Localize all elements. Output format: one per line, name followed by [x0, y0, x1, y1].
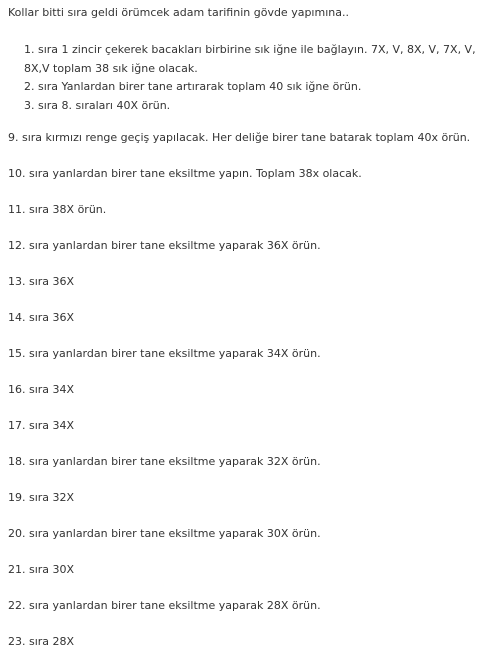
step-item: 2. sıra Yanlardan birer tane artırarak toplam 40 sık iğne örün. [24, 80, 362, 93]
row-text: 12. sıra yanlardan birer tane eksiltme yaparak 36X örün. [8, 239, 321, 252]
intro-text: Kollar bitti sıra geldi örümcek adam tarifinin gövde yapımına.. [8, 6, 349, 19]
step-item: 3. sıra 8. sıraları 40X örün. [24, 98, 171, 112]
row-text: 16. sıra 34X [8, 383, 75, 396]
row-text: 13. sıra 36X [8, 275, 75, 288]
row-text: 14. sıra 36X [8, 311, 75, 324]
row-text: 21. sıra 30X [8, 563, 75, 576]
row-text: 15. sıra yanlardan birer tane eksiltme yaparak 34X örün. [8, 347, 321, 360]
row-text: 11. sıra 38X örün. [8, 203, 107, 216]
row-text: 20. sıra yanlardan birer tane eksiltme yaparak 30X örün. [8, 527, 321, 540]
steps-list [24, 41, 479, 115]
row-text: 18. sıra yanlardan birer tane eksiltme yaparak 32X örün. [8, 455, 321, 468]
row-text: 22. sıra yanlardan birer tane eksiltme yaparak 28X örün. [8, 599, 321, 612]
row-text: 9. sıra kırmızı renge geçiş yapılacak. Her deliğe birer tane batarak toplam 40x örün. [8, 131, 471, 144]
row-text: 19. sıra 32X [8, 491, 75, 504]
row-text: 10. sıra yanlardan birer tane eksiltme yapın. Toplam 38x olacak. [8, 167, 362, 180]
row-text: 23. sıra 28X [8, 635, 75, 648]
step-item: 1. sıra 1 zincir çekerek bacakları birbirine sık iğne ile bağlayın. 7X, V, 8X, V, 7X, V, 8X,V toplam 38 sık iğne olacak. [24, 43, 476, 75]
row-text: 17. sıra 34X [8, 419, 75, 432]
